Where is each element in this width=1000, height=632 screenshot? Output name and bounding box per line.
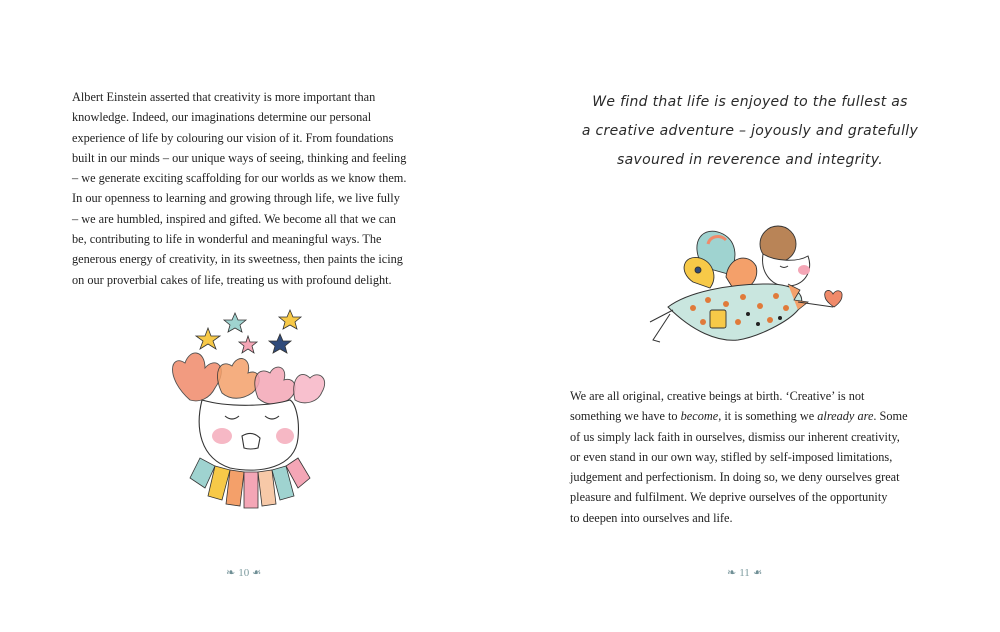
ornament-icon: ❧: [226, 567, 236, 579]
dress: [668, 284, 802, 340]
quote-line: We find that life is enjoyed to the fullest as: [592, 94, 908, 110]
quote-line: a creative adventure – joyously and gratefully: [581, 123, 919, 139]
text-line: We are all original, creative beings at birth. ‘Creative’ is not: [570, 389, 865, 403]
text-line: [570, 406, 930, 426]
cheek-right: [276, 428, 294, 444]
emphasis-become: become: [680, 409, 719, 424]
heart: [825, 290, 842, 307]
text-line: knowledge. Indeed, our imaginations determine our personal: [72, 110, 372, 125]
text-line: pleasure and fulfilment. We deprive ourselves of the opportunity: [570, 490, 888, 505]
cheek-left: [212, 428, 232, 444]
text-line: or even stand in our own way, stifled by self-imposed limitations,: [570, 449, 893, 464]
text-line: of us simply lack faith in ourselves, dismiss our inherent creativity,: [570, 429, 900, 444]
text-span: . Some: [873, 409, 908, 424]
flying-girl-illustration: [648, 222, 858, 362]
text-line: built in our minds – our unique ways of seeing, thinking and feeling: [72, 150, 407, 165]
quote-line: savoured in reverence and integrity.: [617, 152, 883, 168]
page-number-left: [226, 566, 261, 579]
page-number: 10: [238, 566, 250, 579]
text-line: – we are humbled, inspired and gifted. We become all that we can: [72, 211, 396, 226]
text-line: be, contributing to life in wonderful and meaningful ways. The: [72, 232, 382, 247]
page-number-right: [727, 566, 762, 579]
flower-face-illustration: [160, 308, 340, 518]
pocket: [710, 310, 726, 328]
ornament-icon: ❧: [252, 567, 262, 579]
text-line: – we generate exciting scaffolding for our worlds as we know them.: [72, 171, 407, 186]
ornament-icon: ❧: [727, 567, 737, 579]
flower-hair: [173, 353, 325, 404]
cheek: [798, 265, 810, 275]
text-line: to deepen into ourselves and life.: [570, 510, 733, 525]
page-number: 11: [739, 566, 750, 579]
text-line: experience of life by colouring our vision of it. From foundations: [72, 130, 394, 145]
stars: [196, 310, 301, 353]
right-page: [500, 0, 1000, 632]
text-line: judgement and perfectionism. In doing so, we deny ourselves great: [570, 470, 900, 485]
text-line: Albert Einstein asserted that creativity is more important than: [72, 90, 376, 104]
legs: [650, 310, 673, 342]
emphasis-already-are: already are: [817, 409, 874, 424]
text-line: generous energy of creativity, in its sweetness, then paints the icing: [72, 252, 403, 267]
text-span: , it is something we: [718, 409, 818, 424]
right-paragraph: [570, 386, 930, 528]
mouth: [242, 433, 260, 449]
text-line: In our openness to learning and growing through life, we live fully: [72, 191, 400, 206]
text-span: something we have to: [570, 409, 681, 424]
text-line: on our proverbial cakes of life, treating us with profound delight.: [72, 272, 392, 287]
handwritten-quote: [560, 88, 940, 175]
ornament-icon: ❧: [752, 567, 763, 579]
left-paragraph: [72, 87, 442, 290]
